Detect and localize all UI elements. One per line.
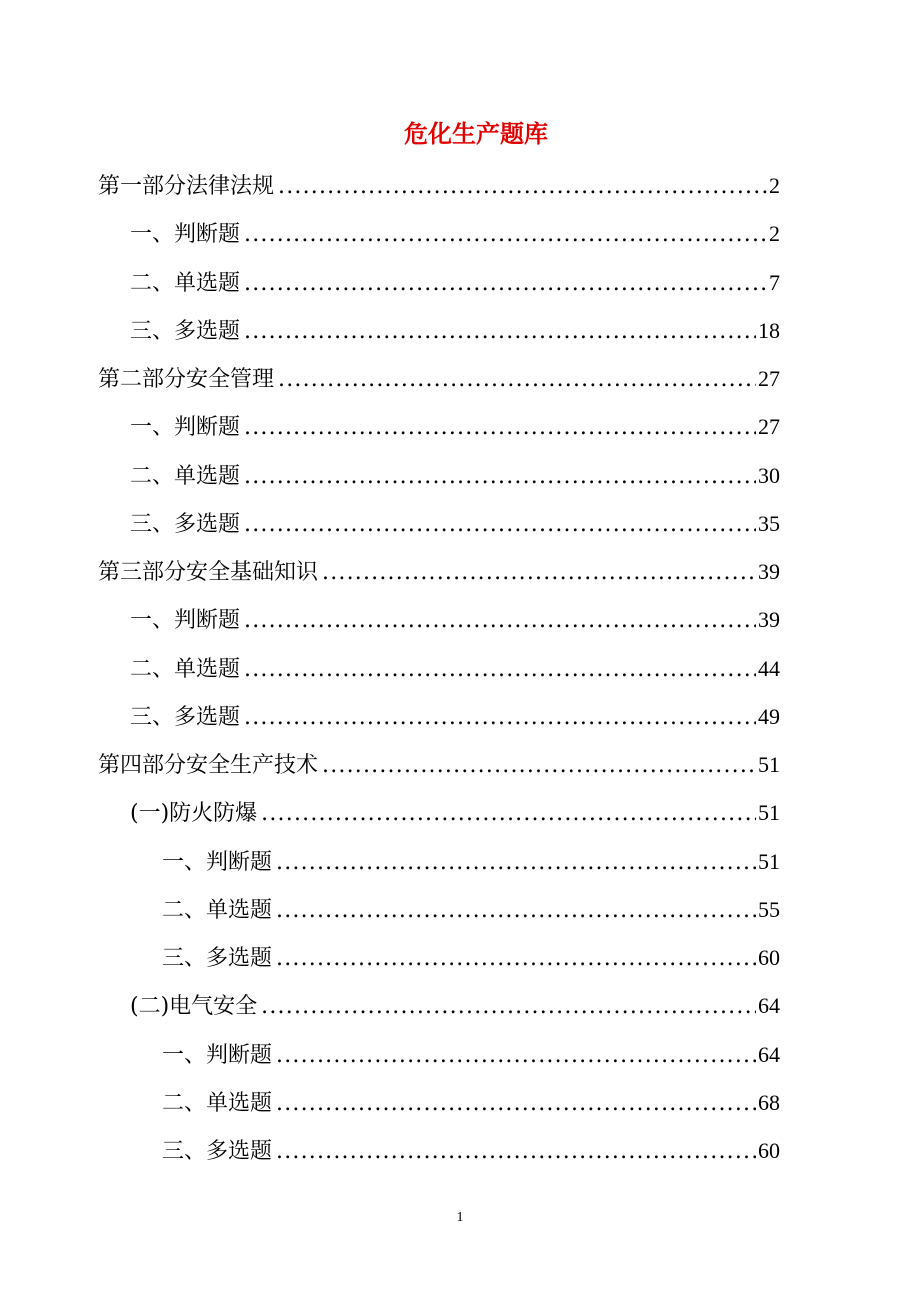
toc-leader-dots: [244, 314, 756, 350]
toc-entry[interactable]: [98, 168, 780, 204]
toc-leader-dots: [261, 796, 756, 832]
toc-entry-page: 30: [758, 462, 780, 488]
toc-leader-dots: [244, 507, 756, 543]
toc-entry-label: 二、单选题: [130, 656, 241, 682]
toc-leader-dots: [244, 459, 756, 495]
toc-leader-dots: [276, 845, 756, 881]
toc-entry-page: 7: [769, 269, 780, 295]
toc-entry-label: 一、判断题: [130, 222, 241, 248]
toc-entry-label: 三、多选题: [162, 946, 273, 971]
toc-leader-dots: [278, 169, 767, 205]
toc-entry-page: 35: [758, 510, 780, 536]
toc-entry-label: 三、多选题: [130, 511, 241, 537]
toc-entry-label: 三、多选题: [130, 704, 241, 730]
toc-entry-page: 68: [758, 1089, 780, 1115]
toc-entry-page: 27: [758, 414, 780, 440]
toc-leader-dots: [276, 893, 756, 929]
toc-entry[interactable]: [98, 554, 780, 590]
toc-leader-dots: [276, 1134, 756, 1170]
toc-leader-dots: [244, 700, 756, 736]
toc-entry[interactable]: [130, 216, 780, 252]
toc-entry-page: 60: [758, 1138, 780, 1163]
toc-leader-dots: [244, 652, 756, 688]
toc-entry-label: 第二部分安全管理: [98, 367, 275, 392]
toc-entry[interactable]: [130, 506, 780, 542]
toc-entry[interactable]: [130, 265, 780, 301]
toc-entry-page: 39: [758, 559, 780, 584]
toc-leader-dots: [322, 555, 756, 591]
toc-entry[interactable]: [130, 458, 780, 494]
toc-entry[interactable]: [130, 313, 780, 349]
toc-entry[interactable]: [162, 1085, 780, 1121]
toc-entry-label: 第四部分安全生产技术: [98, 753, 319, 778]
toc-leader-dots: [261, 989, 756, 1025]
toc-leader-dots: [244, 266, 767, 302]
toc-entry[interactable]: [130, 988, 780, 1024]
toc-entry-label: 二、单选题: [162, 897, 273, 923]
toc-entry[interactable]: [130, 602, 780, 638]
toc-entry-page: 44: [758, 655, 780, 681]
toc-entry-page: 64: [758, 1041, 780, 1067]
toc-leader-dots: [278, 362, 756, 398]
toc-entry-page: 64: [758, 993, 780, 1019]
toc-entry[interactable]: [98, 361, 780, 397]
toc-entry-label: 三、多选题: [130, 318, 241, 344]
document-title: 危化生产题库: [404, 119, 548, 148]
toc-entry-page: 2: [769, 173, 780, 198]
toc-entry-label: (二)电气安全: [130, 994, 258, 1020]
toc-entry[interactable]: [130, 409, 780, 445]
toc-entry-page: 51: [758, 800, 780, 826]
toc-entry-label: 第一部分法律法规: [98, 174, 275, 199]
toc-entry-page: 49: [758, 703, 780, 729]
toc-entry-label: 二、单选题: [130, 463, 241, 489]
toc-entry-label: (一)防火防爆: [130, 801, 258, 827]
toc-entry-label: 二、单选题: [162, 1090, 273, 1116]
toc-entry-label: 三、多选题: [162, 1139, 273, 1164]
toc-entry-page: 51: [758, 848, 780, 874]
toc-leader-dots: [244, 410, 756, 446]
toc-leader-dots: [244, 217, 767, 253]
toc-entry[interactable]: [130, 795, 780, 831]
toc-entry-page: 2: [769, 221, 780, 247]
toc-leader-dots: [322, 748, 756, 784]
toc-entry-page: 27: [758, 366, 780, 391]
toc-entry[interactable]: [162, 844, 780, 880]
toc-entry[interactable]: [162, 940, 780, 976]
toc-leader-dots: [244, 603, 756, 639]
toc-entry-page: 60: [758, 945, 780, 970]
toc-entry-label: 第三部分安全基础知识: [98, 560, 319, 585]
toc-entry-label: 一、判断题: [162, 1042, 273, 1068]
toc-entry-page: 51: [758, 752, 780, 777]
toc-leader-dots: [276, 1038, 756, 1074]
toc-entry-page: 18: [758, 317, 780, 343]
toc-entry-page: 39: [758, 607, 780, 633]
toc-entry[interactable]: [162, 1133, 780, 1169]
toc-entry-label: 二、单选题: [130, 270, 241, 296]
toc-leader-dots: [276, 941, 756, 977]
toc-entry-label: 一、判断题: [130, 608, 241, 634]
toc-entry-page: 55: [758, 896, 780, 922]
toc-entry-label: 一、判断题: [130, 415, 241, 441]
toc-leader-dots: [276, 1086, 756, 1122]
toc-entry[interactable]: [130, 651, 780, 687]
toc-entry-label: 一、判断题: [162, 849, 273, 875]
toc-entry[interactable]: [98, 747, 780, 783]
toc-entry[interactable]: [130, 699, 780, 735]
toc-entry[interactable]: [162, 1037, 780, 1073]
page-number: 1: [456, 1210, 464, 1225]
toc-entry[interactable]: [162, 892, 780, 928]
